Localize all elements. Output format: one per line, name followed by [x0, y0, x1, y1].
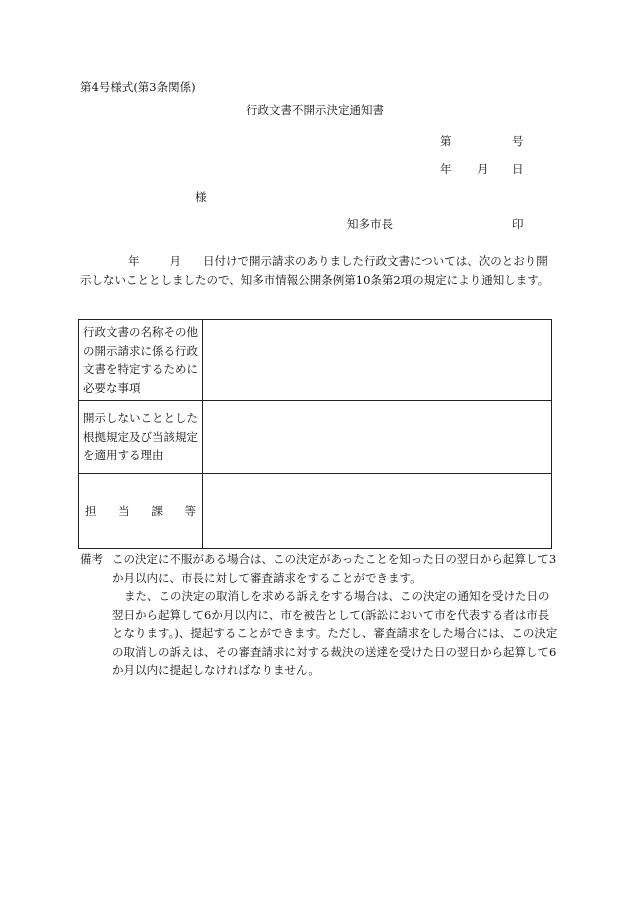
details-table	[78, 319, 552, 549]
reason-value	[203, 401, 552, 474]
addressee-suffix: 様	[195, 190, 207, 204]
remarks-paragraph-1: この決定に不服がある場合は、この決定があったことを知った日の翌日から起算して3か月以内に、市長に対して審査請求をすることができます。	[112, 552, 557, 585]
reason-label: 開示しないこととした根拠規定及び当該規定を適用する理由	[79, 401, 203, 474]
remarks-section	[80, 550, 560, 680]
body-text: 日付けで開示請求のありました行政文書については、次のとおり開示しないこととしましたので、知多市情報公開条例第10条第2項の規定により通知します。	[80, 254, 550, 287]
table-row	[79, 320, 552, 401]
document-name-value	[203, 320, 552, 401]
department-label: 担 当 課 等	[79, 474, 203, 549]
seal-mark: 印	[512, 217, 524, 231]
number-suffix: 号	[512, 134, 524, 148]
document-name-label: 行政文書の名称その他の開示請求に係る行政文書を特定するために必要な事項	[79, 320, 203, 401]
notice-body	[80, 252, 558, 289]
table-row	[79, 474, 552, 549]
document-title: 行政文書不開示決定通知書	[246, 103, 384, 117]
body-year-label: 年	[128, 254, 140, 268]
body-month-label: 月	[169, 254, 181, 268]
remarks-paragraph-2: また、この決定の取消しを求める訴えをする場合は、この決定の通知を受けた日の翌日から起算して6か月以内に、市を被告として(訴訟において市を代表する者は市長となります。)、提起することができます。ただし、審査請求をした場合には、この決定の取消しの訴えは、その審査請求に対する裁決の送達を受けた日の翌日から起算して6か月以内に提起しなければなりません。	[112, 589, 558, 677]
date-month-label: 月	[477, 162, 489, 176]
date-day-label: 日	[512, 162, 524, 176]
number-prefix: 第	[440, 134, 452, 148]
form-number: 第4号様式(第3条関係)	[80, 80, 196, 94]
table-row	[79, 401, 552, 474]
department-value	[203, 474, 552, 549]
date-year-label: 年	[440, 162, 452, 176]
issuer-name: 知多市長	[347, 217, 393, 231]
remarks-heading: 備考	[80, 552, 103, 566]
